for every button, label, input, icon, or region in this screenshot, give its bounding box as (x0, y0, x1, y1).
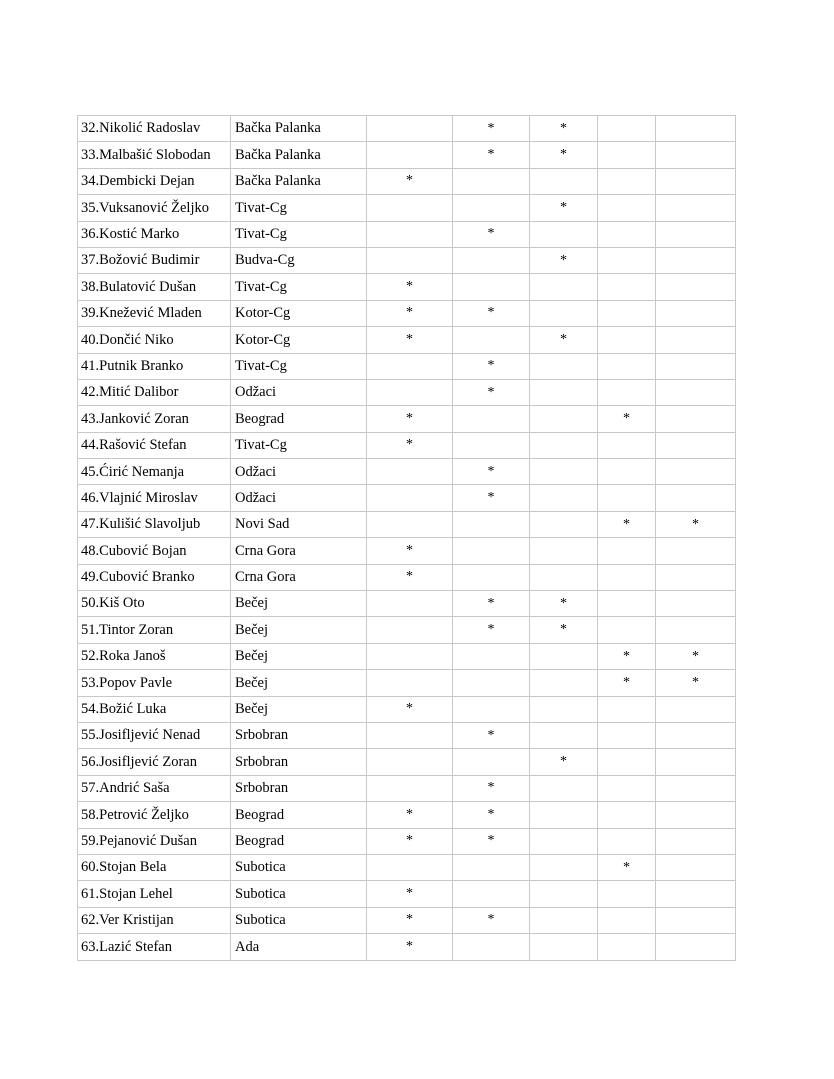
participant-city-cell: Beograd (231, 828, 367, 854)
mark-cell-4 (598, 749, 656, 775)
mark-cell-1 (367, 775, 453, 801)
participant-name-cell: 42.Mitić Dalibor (78, 379, 231, 405)
mark-cell-4: * (598, 670, 656, 696)
participant-city-cell: Srbobran (231, 749, 367, 775)
mark-cell-1 (367, 116, 453, 142)
mark-cell-2 (453, 247, 530, 273)
participant-city-cell: Odžaci (231, 379, 367, 405)
mark-cell-3: * (530, 617, 598, 643)
mark-cell-4 (598, 432, 656, 458)
participant-city-cell: Srbobran (231, 722, 367, 748)
participant-city-cell: Bečej (231, 617, 367, 643)
participant-name-cell: 63.Lazić Stefan (78, 934, 231, 960)
mark-cell-4 (598, 274, 656, 300)
mark-cell-3 (530, 300, 598, 326)
mark-cell-4 (598, 775, 656, 801)
participant-name-cell: 41.Putnik Branko (78, 353, 231, 379)
participant-city-cell: Odžaci (231, 485, 367, 511)
mark-cell-1: * (367, 406, 453, 432)
participant-name-cell: 59.Pejanović Dušan (78, 828, 231, 854)
mark-cell-1 (367, 142, 453, 168)
mark-cell-3 (530, 511, 598, 537)
mark-cell-2 (453, 432, 530, 458)
mark-cell-2 (453, 327, 530, 353)
mark-cell-1 (367, 221, 453, 247)
participant-city-cell: Odžaci (231, 459, 367, 485)
table-row (78, 485, 736, 511)
table-row (78, 142, 736, 168)
table-row (78, 432, 736, 458)
mark-cell-2 (453, 749, 530, 775)
participant-name-cell: 45.Ćirić Nemanja (78, 459, 231, 485)
participant-name-cell: 62.Ver Kristijan (78, 907, 231, 933)
participant-city-cell: Novi Sad (231, 511, 367, 537)
mark-cell-2: * (453, 828, 530, 854)
participant-city-cell: Beograd (231, 802, 367, 828)
mark-cell-3: * (530, 142, 598, 168)
table-row (78, 353, 736, 379)
mark-cell-5 (656, 485, 736, 511)
participant-name-cell: 43.Janković Zoran (78, 406, 231, 432)
mark-cell-3 (530, 379, 598, 405)
mark-cell-1 (367, 643, 453, 669)
participant-city-cell: Crna Gora (231, 564, 367, 590)
participant-city-cell: Tivat-Cg (231, 432, 367, 458)
mark-cell-4 (598, 379, 656, 405)
participant-name-cell: 60.Stojan Bela (78, 854, 231, 880)
table-row (78, 221, 736, 247)
mark-cell-1 (367, 617, 453, 643)
table-row (78, 934, 736, 960)
participant-name-cell: 49.Cubović Branko (78, 564, 231, 590)
mark-cell-2: * (453, 300, 530, 326)
mark-cell-3 (530, 881, 598, 907)
participant-city-cell: Tivat-Cg (231, 353, 367, 379)
mark-cell-1: * (367, 538, 453, 564)
table-row (78, 274, 736, 300)
participant-city-cell: Kotor-Cg (231, 300, 367, 326)
mark-cell-1: * (367, 432, 453, 458)
mark-cell-3 (530, 221, 598, 247)
mark-cell-2 (453, 538, 530, 564)
mark-cell-2 (453, 643, 530, 669)
table-row (78, 775, 736, 801)
mark-cell-1 (367, 195, 453, 221)
mark-cell-5 (656, 379, 736, 405)
mark-cell-5 (656, 907, 736, 933)
mark-cell-4 (598, 802, 656, 828)
mark-cell-2: * (453, 907, 530, 933)
mark-cell-1: * (367, 327, 453, 353)
mark-cell-5 (656, 142, 736, 168)
mark-cell-4 (598, 195, 656, 221)
mark-cell-4 (598, 168, 656, 194)
mark-cell-1: * (367, 881, 453, 907)
participant-city-cell: Tivat-Cg (231, 221, 367, 247)
mark-cell-2: * (453, 459, 530, 485)
mark-cell-1: * (367, 564, 453, 590)
participant-name-cell: 32.Nikolić Radoslav (78, 116, 231, 142)
participant-name-cell: 54.Božić Luka (78, 696, 231, 722)
mark-cell-1: * (367, 828, 453, 854)
mark-cell-4: * (598, 854, 656, 880)
mark-cell-5 (656, 591, 736, 617)
mark-cell-3: * (530, 749, 598, 775)
participant-city-cell: Tivat-Cg (231, 274, 367, 300)
mark-cell-5 (656, 696, 736, 722)
participant-name-cell: 55.Josifljević Nenad (78, 722, 231, 748)
mark-cell-5 (656, 327, 736, 353)
mark-cell-3: * (530, 247, 598, 273)
mark-cell-4: * (598, 511, 656, 537)
mark-cell-1 (367, 591, 453, 617)
table-row (78, 406, 736, 432)
participant-name-cell: 53.Popov Pavle (78, 670, 231, 696)
mark-cell-1 (367, 749, 453, 775)
participant-city-cell: Crna Gora (231, 538, 367, 564)
mark-cell-5 (656, 274, 736, 300)
table-row (78, 749, 736, 775)
table-row (78, 511, 736, 537)
mark-cell-2: * (453, 722, 530, 748)
participants-table (77, 115, 736, 961)
mark-cell-5 (656, 300, 736, 326)
participant-name-cell: 34.Dembicki Dejan (78, 168, 231, 194)
mark-cell-3 (530, 432, 598, 458)
mark-cell-1 (367, 485, 453, 511)
mark-cell-2 (453, 670, 530, 696)
participant-city-cell: Subotica (231, 881, 367, 907)
participants-table-body (78, 116, 736, 961)
table-row (78, 802, 736, 828)
mark-cell-5 (656, 722, 736, 748)
participant-city-cell: Bačka Palanka (231, 116, 367, 142)
mark-cell-5 (656, 116, 736, 142)
participant-name-cell: 39.Knežević Mladen (78, 300, 231, 326)
mark-cell-2 (453, 696, 530, 722)
mark-cell-3 (530, 828, 598, 854)
participant-city-cell: Bačka Palanka (231, 168, 367, 194)
mark-cell-2: * (453, 221, 530, 247)
mark-cell-4: * (598, 406, 656, 432)
mark-cell-3 (530, 168, 598, 194)
mark-cell-3: * (530, 327, 598, 353)
mark-cell-5 (656, 432, 736, 458)
table-row (78, 907, 736, 933)
mark-cell-1 (367, 459, 453, 485)
mark-cell-3 (530, 459, 598, 485)
mark-cell-3 (530, 722, 598, 748)
mark-cell-4 (598, 247, 656, 273)
table-row (78, 564, 736, 590)
mark-cell-1: * (367, 168, 453, 194)
participant-city-cell: Ada (231, 934, 367, 960)
table-row (78, 538, 736, 564)
mark-cell-2: * (453, 485, 530, 511)
participant-name-cell: 50.Kiš Oto (78, 591, 231, 617)
mark-cell-5 (656, 828, 736, 854)
mark-cell-2 (453, 934, 530, 960)
mark-cell-3 (530, 775, 598, 801)
participant-city-cell: Bečej (231, 696, 367, 722)
mark-cell-3 (530, 643, 598, 669)
participant-name-cell: 57.Andrić Saša (78, 775, 231, 801)
mark-cell-4 (598, 327, 656, 353)
mark-cell-3: * (530, 195, 598, 221)
table-row (78, 828, 736, 854)
table-row (78, 327, 736, 353)
table-row (78, 881, 736, 907)
table-row (78, 195, 736, 221)
mark-cell-5 (656, 854, 736, 880)
mark-cell-3 (530, 485, 598, 511)
participant-city-cell: Bečej (231, 643, 367, 669)
table-row (78, 168, 736, 194)
participant-city-cell: Bačka Palanka (231, 142, 367, 168)
participant-name-cell: 36.Kostić Marko (78, 221, 231, 247)
participant-name-cell: 56.Josifljević Zoran (78, 749, 231, 775)
mark-cell-4: * (598, 643, 656, 669)
mark-cell-2 (453, 274, 530, 300)
mark-cell-2: * (453, 353, 530, 379)
mark-cell-5 (656, 881, 736, 907)
mark-cell-5 (656, 564, 736, 590)
mark-cell-5: * (656, 511, 736, 537)
participant-name-cell: 52.Roka Janoš (78, 643, 231, 669)
mark-cell-2: * (453, 142, 530, 168)
participant-city-cell: Tivat-Cg (231, 195, 367, 221)
mark-cell-4 (598, 591, 656, 617)
mark-cell-4 (598, 934, 656, 960)
mark-cell-1 (367, 247, 453, 273)
mark-cell-2 (453, 195, 530, 221)
mark-cell-2: * (453, 116, 530, 142)
mark-cell-1 (367, 379, 453, 405)
mark-cell-4 (598, 353, 656, 379)
mark-cell-3: * (530, 116, 598, 142)
mark-cell-2 (453, 511, 530, 537)
participant-city-cell: Budva-Cg (231, 247, 367, 273)
participant-city-cell: Subotica (231, 854, 367, 880)
mark-cell-3: * (530, 591, 598, 617)
mark-cell-3 (530, 538, 598, 564)
mark-cell-3 (530, 934, 598, 960)
mark-cell-1 (367, 854, 453, 880)
participant-city-cell: Kotor-Cg (231, 327, 367, 353)
mark-cell-4 (598, 907, 656, 933)
table-row (78, 247, 736, 273)
mark-cell-2: * (453, 802, 530, 828)
mark-cell-4 (598, 696, 656, 722)
table-row (78, 670, 736, 696)
mark-cell-1: * (367, 300, 453, 326)
mark-cell-1: * (367, 802, 453, 828)
mark-cell-1: * (367, 274, 453, 300)
table-row (78, 722, 736, 748)
mark-cell-1 (367, 511, 453, 537)
mark-cell-2 (453, 168, 530, 194)
table-row (78, 854, 736, 880)
mark-cell-5 (656, 247, 736, 273)
mark-cell-5 (656, 221, 736, 247)
mark-cell-2: * (453, 591, 530, 617)
mark-cell-4 (598, 538, 656, 564)
participant-name-cell: 58.Petrović Željko (78, 802, 231, 828)
table-row (78, 459, 736, 485)
mark-cell-2: * (453, 617, 530, 643)
mark-cell-5: * (656, 643, 736, 669)
participant-name-cell: 61.Stojan Lehel (78, 881, 231, 907)
table-row (78, 591, 736, 617)
table-row (78, 379, 736, 405)
mark-cell-4 (598, 459, 656, 485)
participant-name-cell: 37.Božović Budimir (78, 247, 231, 273)
mark-cell-3 (530, 696, 598, 722)
mark-cell-3 (530, 406, 598, 432)
mark-cell-5: * (656, 670, 736, 696)
participant-city-cell: Bečej (231, 591, 367, 617)
mark-cell-1: * (367, 907, 453, 933)
mark-cell-2: * (453, 379, 530, 405)
mark-cell-5 (656, 538, 736, 564)
mark-cell-2 (453, 854, 530, 880)
participant-name-cell: 51.Tintor Zoran (78, 617, 231, 643)
mark-cell-3 (530, 802, 598, 828)
mark-cell-5 (656, 802, 736, 828)
mark-cell-4 (598, 142, 656, 168)
mark-cell-1 (367, 353, 453, 379)
participant-name-cell: 38.Bulatović Dušan (78, 274, 231, 300)
participant-name-cell: 48.Cubović Bojan (78, 538, 231, 564)
mark-cell-4 (598, 116, 656, 142)
mark-cell-3 (530, 274, 598, 300)
mark-cell-2 (453, 564, 530, 590)
mark-cell-5 (656, 353, 736, 379)
mark-cell-2 (453, 881, 530, 907)
participant-city-cell: Srbobran (231, 775, 367, 801)
mark-cell-2 (453, 406, 530, 432)
mark-cell-4 (598, 485, 656, 511)
mark-cell-5 (656, 775, 736, 801)
mark-cell-5 (656, 459, 736, 485)
mark-cell-1 (367, 670, 453, 696)
table-row (78, 643, 736, 669)
mark-cell-4 (598, 881, 656, 907)
mark-cell-4 (598, 221, 656, 247)
mark-cell-3 (530, 907, 598, 933)
participant-name-cell: 40.Dončić Niko (78, 327, 231, 353)
participant-city-cell: Subotica (231, 907, 367, 933)
participant-name-cell: 47.Kulišić Slavoljub (78, 511, 231, 537)
table-row (78, 116, 736, 142)
mark-cell-5 (656, 195, 736, 221)
mark-cell-5 (656, 934, 736, 960)
mark-cell-4 (598, 722, 656, 748)
table-row (78, 617, 736, 643)
mark-cell-5 (656, 406, 736, 432)
mark-cell-5 (656, 168, 736, 194)
mark-cell-1: * (367, 934, 453, 960)
participant-city-cell: Bečej (231, 670, 367, 696)
mark-cell-3 (530, 564, 598, 590)
table-row (78, 300, 736, 326)
mark-cell-4 (598, 617, 656, 643)
mark-cell-4 (598, 564, 656, 590)
mark-cell-1 (367, 722, 453, 748)
participant-name-cell: 44.Rašović Stefan (78, 432, 231, 458)
mark-cell-5 (656, 749, 736, 775)
participant-name-cell: 46.Vlajnić Miroslav (78, 485, 231, 511)
mark-cell-3 (530, 670, 598, 696)
mark-cell-4 (598, 300, 656, 326)
mark-cell-3 (530, 854, 598, 880)
mark-cell-1: * (367, 696, 453, 722)
participant-name-cell: 33.Malbašić Slobodan (78, 142, 231, 168)
mark-cell-3 (530, 353, 598, 379)
mark-cell-2: * (453, 775, 530, 801)
mark-cell-5 (656, 617, 736, 643)
participant-city-cell: Beograd (231, 406, 367, 432)
table-row (78, 696, 736, 722)
mark-cell-4 (598, 828, 656, 854)
participant-name-cell: 35.Vuksanović Željko (78, 195, 231, 221)
